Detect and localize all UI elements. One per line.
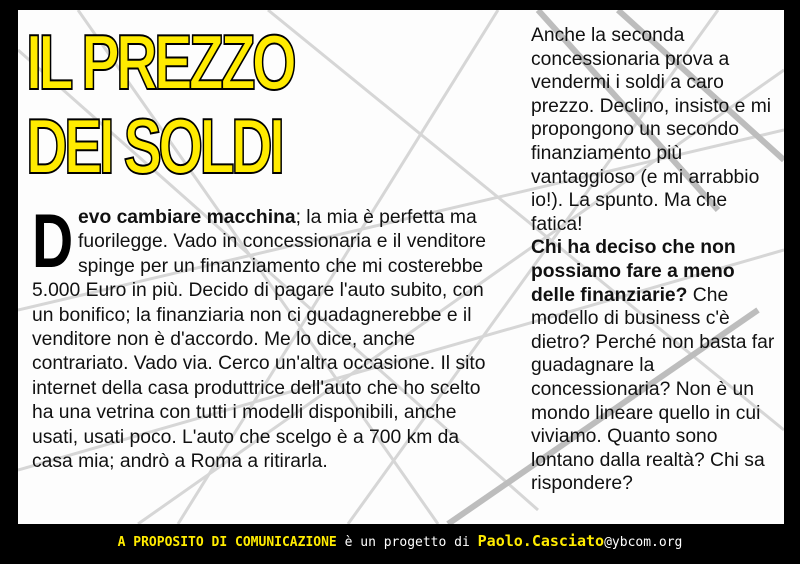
- left-column: [32, 199, 500, 474]
- project-name: A PROPOSITO DI COMUNICAZIONE: [117, 535, 337, 550]
- right-column-text-2: [531, 236, 775, 496]
- right-column: [531, 24, 775, 496]
- author-domain: @ybcom.org: [604, 535, 683, 550]
- headline: [26, 20, 529, 188]
- right-body-text-2: Che modello di business c'è dietro? Perché non basta far guadagnare la concessionaria? Non è un mondo lineare quello in cui viviamo. Quanto sono lontano dalla realtà? Chi sa rispondere?: [531, 284, 775, 495]
- left-column-text: [32, 199, 500, 474]
- right-body-text-1: Anche la seconda concessionaria prova a vendermi i soldi a caro prezzo. Declino, insisto e mi propongono un secondo finanziamento più vantaggioso (e mi arrabbio io!). La spunto. Ma che fatica!: [531, 25, 772, 235]
- question-bold-text: Chi ha deciso che non possiamo fare a meno delle finanziarie?: [531, 237, 736, 306]
- footer-credit: [0, 532, 800, 550]
- left-body-text: ; la mia è perfetta ma fuorilegge. Vado in concessionaria e il venditore spinge per un finanziamento che mi costerebbe 5.000 Euro in più. Decido di pagare l'auto subito, con un bonifico; la finanziaria non ci guadagnerebbe e il venditore non è d'accordo. Me lo dice, anche contrariato. Vado via. Cerco un'altra occasione. Il sito internet della casa produttrice dell'auto che ho scelto ha una vetrina con tutti i modelli disponibili, anche usati, usati poco. L'auto che scelgo è a 700 km da casa mia; andrò a Roma a ritirarla.: [32, 207, 487, 473]
- drop-cap: D: [32, 199, 74, 284]
- lead-bold-text: evo cambiare macchina: [78, 207, 296, 228]
- author-name: Paolo.Casciato: [477, 532, 605, 550]
- credit-text: è un progetto di: [336, 535, 478, 550]
- headline-line-1: IL PREZZO: [26, 18, 294, 106]
- headline-line-2: DEI SOLDI: [26, 102, 282, 190]
- article-panel: [18, 10, 784, 524]
